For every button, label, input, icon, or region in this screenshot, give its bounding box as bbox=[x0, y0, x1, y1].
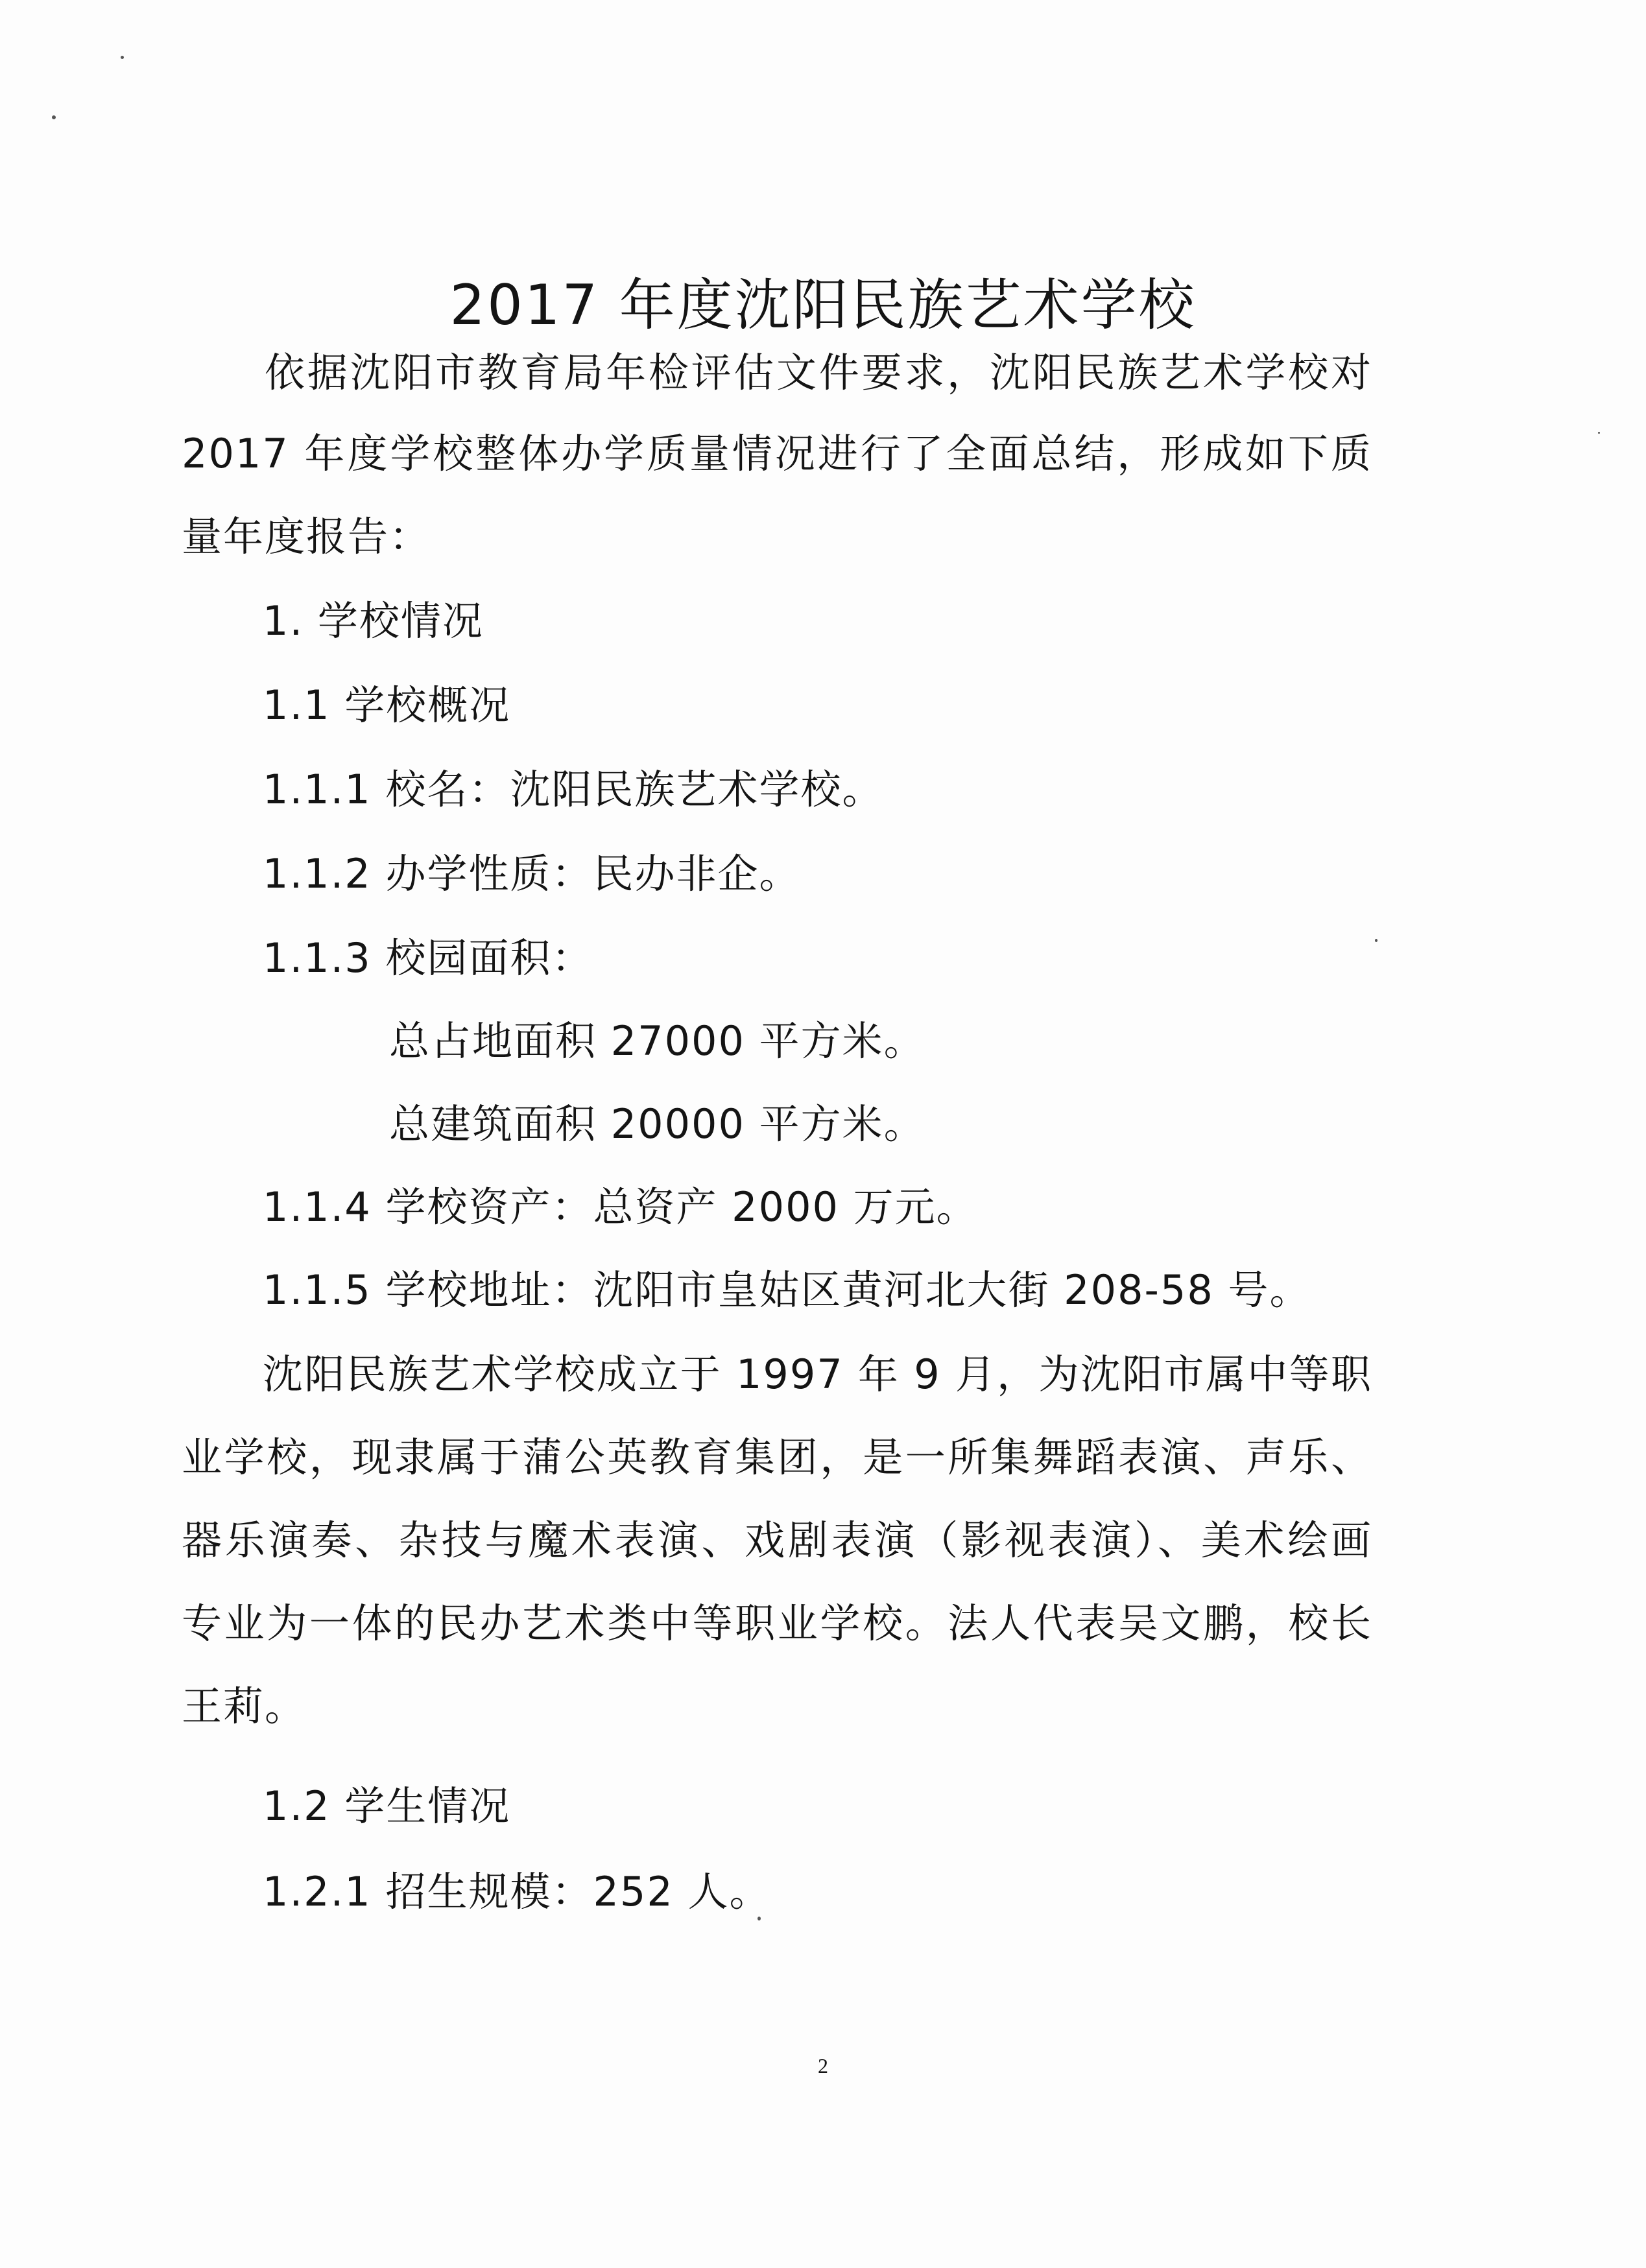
page-number: 2 bbox=[818, 2054, 828, 2077]
intro-line-1: 依据沈阳市教育局年检评估文件要求，沈阳民族艺术学校对 bbox=[265, 349, 1372, 396]
scan-speck bbox=[1375, 939, 1378, 942]
scan-speck bbox=[757, 1917, 761, 1920]
item-school-address: 1.1.5 学校地址：沈阳市皇姑区黄河北大街 208-58 号。 bbox=[263, 1266, 1311, 1314]
history-line-4: 专业为一体的民办艺术类中等职业学校。法人代表吴文鹏，校长 bbox=[182, 1600, 1372, 1647]
item-school-name: 1.1.1 校名：沈阳民族艺术学校。 bbox=[263, 766, 884, 813]
section-heading-1: 1. 学校情况 bbox=[263, 597, 484, 644]
scan-speck bbox=[121, 56, 124, 59]
item-campus-area: 1.1.3 校园面积： bbox=[263, 934, 593, 982]
scan-speck bbox=[52, 115, 56, 119]
history-line-1: 沈阳民族艺术学校成立于 1997 年 9 月，为沈阳市属中等职 bbox=[263, 1351, 1372, 1398]
intro-line-3: 量年度报告： bbox=[182, 513, 431, 560]
section-heading-1-1: 1.1 学校概况 bbox=[263, 681, 511, 729]
history-line-3: 器乐演奏、杂技与魔术表演、戏剧表演（影视表演）、美术绘画 bbox=[182, 1517, 1372, 1564]
intro-line-2: 2017 年度学校整体办学质量情况进行了全面总结，形成如下质 bbox=[182, 430, 1372, 477]
document-title: 2017 年度沈阳民族艺术学校 bbox=[449, 273, 1197, 338]
history-line-5: 王莉。 bbox=[182, 1683, 307, 1730]
item-school-nature: 1.1.2 办学性质：民办非企。 bbox=[263, 850, 801, 897]
history-line-2: 业学校，现隶属于蒲公英教育集团，是一所集舞蹈表演、声乐、 bbox=[182, 1434, 1372, 1481]
scan-speck bbox=[1598, 432, 1600, 434]
item-total-building-area: 总建筑面积 20000 平方米。 bbox=[389, 1100, 925, 1148]
item-enrollment-scale: 1.2.1 招生规模：252 人。 bbox=[263, 1868, 771, 1915]
item-total-land-area: 总占地面积 27000 平方米。 bbox=[389, 1017, 925, 1065]
section-heading-1-2: 1.2 学生情况 bbox=[263, 1782, 511, 1830]
item-school-assets: 1.1.4 学校资产：总资产 2000 万元。 bbox=[263, 1183, 978, 1231]
